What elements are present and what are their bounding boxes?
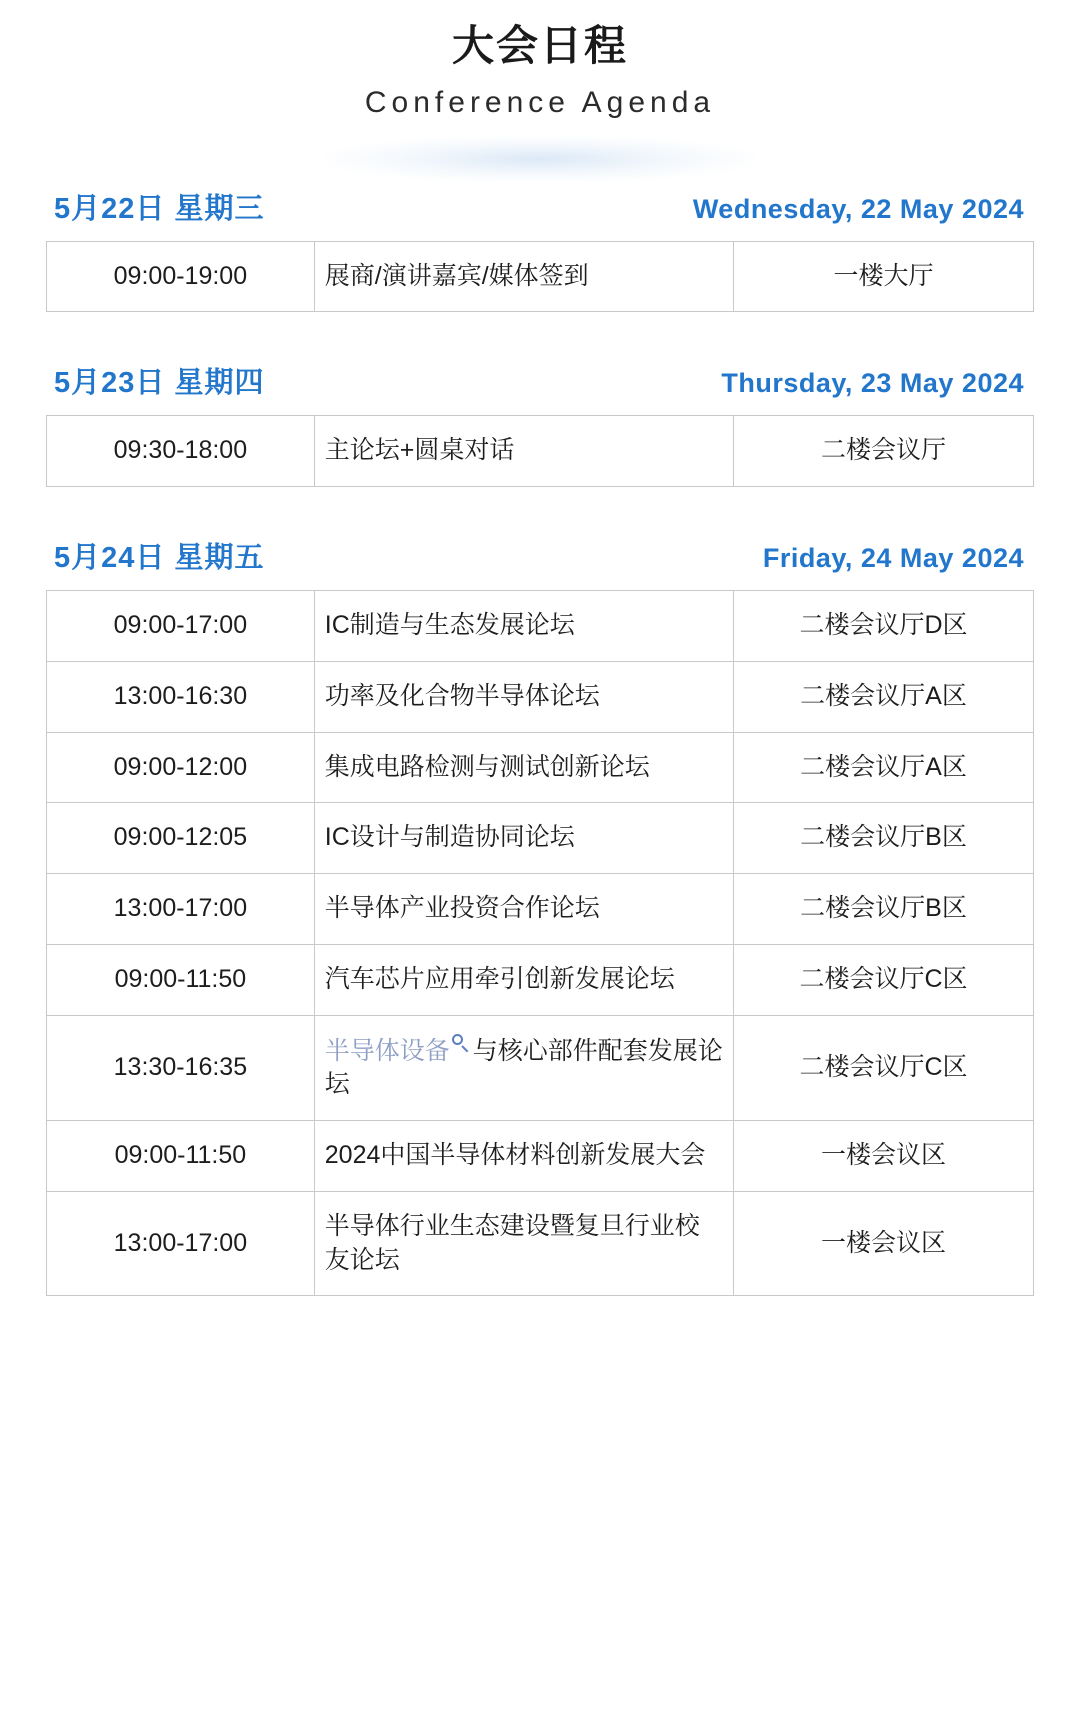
table-row-highlighted[interactable] — [47, 1015, 1034, 1121]
table-row[interactable] — [47, 944, 1034, 1015]
row-topic: 2024中国半导体材料创新发展大会 — [314, 1121, 733, 1192]
page-header — [46, 0, 1034, 182]
day-block-3 — [46, 535, 1034, 1296]
header-glow-decoration — [325, 136, 755, 182]
day-header-2 — [46, 360, 1034, 401]
row-venue: 二楼会议厅B区 — [734, 874, 1034, 945]
day-block-2 — [46, 360, 1034, 487]
row-topic-rest: 与核心部件配套发展论坛 — [324, 1036, 723, 1099]
row-topic: 主论坛+圆桌对话 — [314, 416, 733, 487]
table-row[interactable] — [47, 874, 1034, 945]
table-row[interactable] — [47, 416, 1034, 487]
day-date-cn: 5月23日 星期四 — [54, 367, 265, 400]
row-venue: 二楼会议厅D区 — [734, 591, 1034, 662]
day-date-cn: 5月24日 星期五 — [54, 542, 265, 574]
row-venue: 二楼会议厅C区 — [734, 1015, 1034, 1121]
row-time: 13:30-16:35 — [47, 1015, 315, 1121]
row-topic: 半导体产业投资合作论坛 — [314, 874, 733, 945]
table-row[interactable] — [47, 732, 1034, 803]
day-header-1 — [46, 186, 1034, 227]
day-date-cn: 5月22日 星期三 — [54, 192, 265, 225]
day-date-en: Friday, 24 May 2024 — [762, 543, 1024, 573]
day-date-en: Wednesday, 22 May 2024 — [692, 193, 1024, 224]
row-time: 09:00-12:00 — [47, 732, 315, 803]
row-time: 13:00-17:00 — [47, 1191, 315, 1296]
page-title-cn: 大会日程 — [451, 22, 628, 69]
table-row[interactable] — [47, 661, 1034, 732]
row-topic-keyword[interactable]: 半导体设备 — [324, 1036, 450, 1065]
row-topic — [314, 1015, 733, 1121]
row-topic: 功率及化合物半导体论坛 — [314, 661, 733, 732]
section-spacer — [46, 487, 1034, 531]
row-topic: 汽车芯片应用牵引创新发展论坛 — [314, 944, 733, 1015]
day-block-1 — [46, 186, 1034, 313]
row-topic: IC制造与生态发展论坛 — [314, 591, 733, 662]
row-venue: 一楼会议区 — [734, 1191, 1034, 1296]
row-time: 09:30-18:00 — [47, 416, 315, 487]
row-time: 13:00-16:30 — [47, 661, 315, 732]
row-time: 09:00-11:50 — [47, 1121, 315, 1192]
agenda-table-day-3 — [46, 590, 1034, 1296]
row-topic: 半导体行业生态建设暨复旦行业校友论坛 — [314, 1191, 733, 1296]
table-row[interactable] — [47, 1121, 1034, 1192]
table-row[interactable] — [47, 241, 1034, 312]
row-topic: 集成电路检测与测试创新论坛 — [314, 732, 733, 803]
row-time: 13:00-17:00 — [47, 874, 315, 945]
row-venue: 二楼会议厅A区 — [734, 732, 1034, 803]
row-venue: 二楼会议厅B区 — [734, 803, 1034, 874]
agenda-table-day-1 — [46, 241, 1034, 313]
day-header-3 — [46, 535, 1034, 576]
row-topic: 展商/演讲嘉宾/媒体签到 — [314, 241, 733, 312]
section-spacer — [46, 312, 1034, 356]
row-venue: 二楼会议厅C区 — [734, 944, 1034, 1015]
page-title-en: Conference Agenda — [364, 85, 716, 119]
agenda-table-day-2 — [46, 415, 1034, 487]
day-date-en: Thursday, 23 May 2024 — [721, 368, 1024, 399]
row-venue: 一楼大厅 — [734, 241, 1034, 312]
row-time: 09:00-19:00 — [47, 241, 315, 312]
row-venue: 一楼会议区 — [734, 1121, 1034, 1192]
row-venue: 二楼会议厅 — [734, 416, 1034, 487]
row-time: 09:00-17:00 — [47, 591, 315, 662]
row-time: 09:00-12:05 — [47, 803, 315, 874]
row-time: 09:00-11:50 — [47, 944, 315, 1015]
table-row[interactable] — [47, 1191, 1034, 1296]
row-topic: IC设计与制造协同论坛 — [314, 803, 733, 874]
table-row[interactable] — [47, 803, 1034, 874]
table-row[interactable] — [47, 591, 1034, 662]
row-venue: 二楼会议厅A区 — [734, 661, 1034, 732]
search-icon[interactable] — [451, 1034, 471, 1054]
